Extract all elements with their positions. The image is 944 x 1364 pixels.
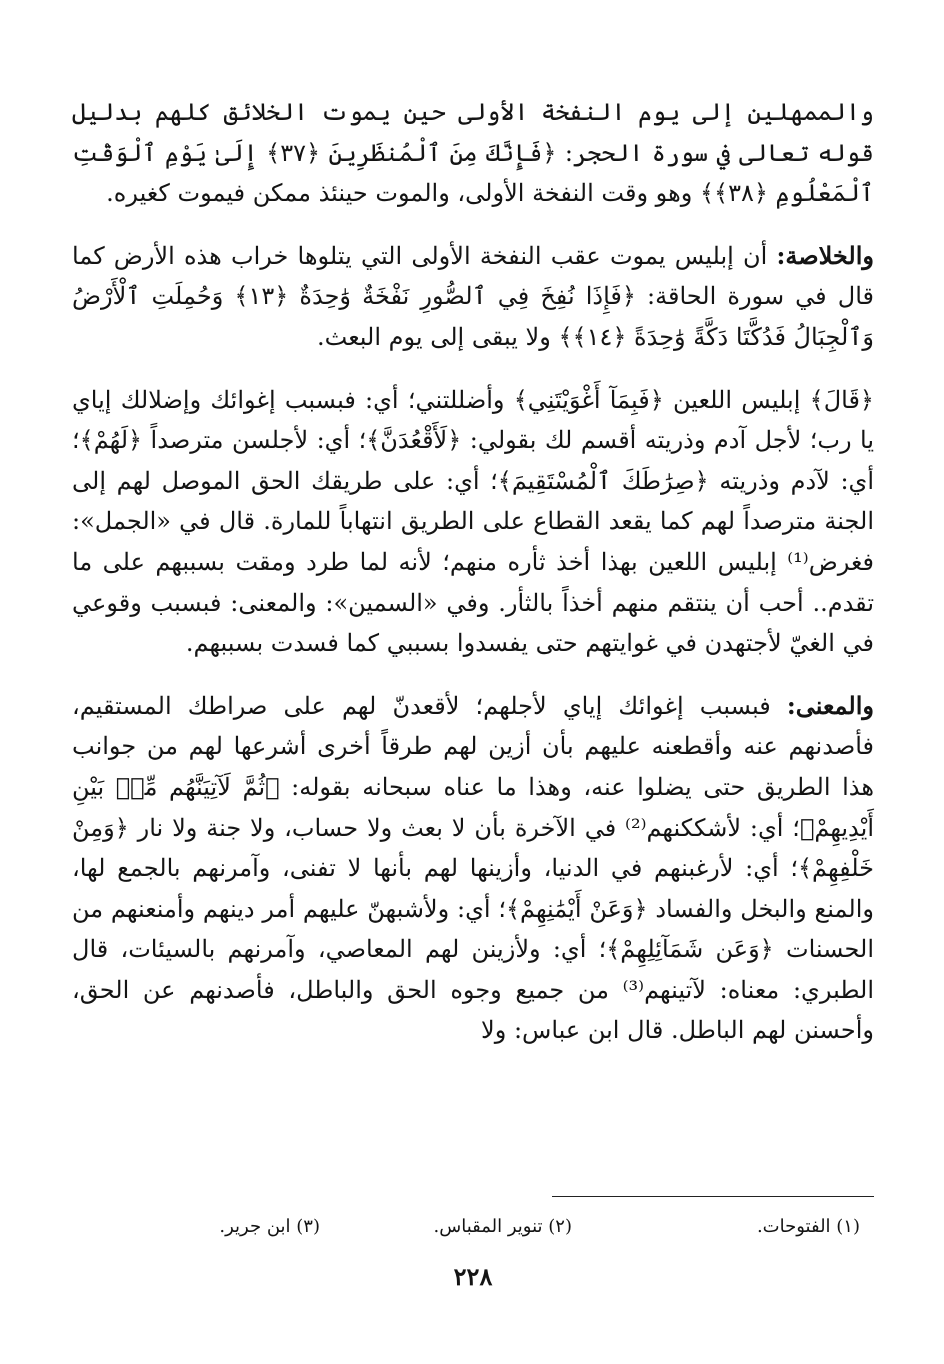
paragraph-2-lead: والخلاصة: — [776, 240, 874, 270]
paragraph-2-text: أن إبليس يموت عقب النفخة الأولى التي يتلوها خراب هذه الأرض كما قال في سورة الحاقة: ﴿فَإِذَا نُفِخَ فِي ٱلصُّورِ نَفْخَةٌ وَٰحِدَةٌ ﴿١٣﴾ وَحُمِلَتِ ٱلْأَرْضُ وَٱلْجِبَالُ فَدُكَّتَا دَكَّةً وَٰحِدَةً ﴿١٤﴾﴾ ولا يبقى إلى يوم البعث. — [72, 241, 874, 351]
page-body — [72, 92, 874, 1362]
paragraph-4-text: فبسبب إغوائك إياي لأجلهم؛ لأقعدنّ لهم على صراطك المستقيم، فأصدنهم عنه وأقطعنه عليهم بأن أزين لهم طرقاً أخرى أشرعها لهم من جوانب هذا الطريق حتى يضلوا عنه، وهذا ما عناه سبحانه بقوله: ﴿ثُمَّ لَآتِيَنَّهُم مِّنۢ بَيْنِ أَيْدِيهِمْ﴾؛ أي: لأشككنهم⁽²⁾ في الآخرة بأن لا بعث ولا حساب، ولا جنة ولا نار ﴿وَمِنْ خَلْفِهِمْ﴾؛ أي: لأرغبنهم في الدنيا، وأزينها لهم بأنها لا تفنى، وآمرنهم بالجمع لها، والمنع والبخل والفساد ﴿وَعَنْ أَيْمَٰنِهِمْ﴾؛ أي: ولأشبهنّ عليهم أمر دينهم وأمنعنهم من الحسنات ﴿وَعَن شَمَآئِلِهِمْ﴾؛ أي: ولأزينن لهم المعاصي، وآمرنهم بالسيئات، قال الطبري: معناه: لآتينهم⁽³⁾ من جميع وجوه الحق والباطل، فأصدنهم عن الحق، وأحسنن لهم الباطل. قال ابن عباس: ولا — [72, 691, 875, 1045]
footnote-divider — [552, 1196, 874, 1197]
footnote-2: (٢) تنوير المقباس. — [433, 1216, 572, 1237]
footnotes — [72, 1216, 874, 1246]
paragraph-1-text: والممهلين إلى يوم النفخة الأولى حين يموت الخلائق كلهم بدليل قوله تعالى في سورة الحجر: ﴿فَإِنَّكَ مِنَ ٱلْمُنظَرِينَ ﴿٣٧﴾ إِلَىٰ يَوْمِ ٱلْوَقْتِ ٱلْمَعْلُومِ ﴿٣٨﴾﴾ وهو وقت النفخة الأولى، والموت حينئذ ممكن فيموت كغيره. — [72, 98, 874, 208]
paragraph-3-text: ﴿قَالَ﴾ إبليس اللعين ﴿فَبِمَآ أَغْوَيْتَنِي﴾ وأضللتني؛ أي: فبسبب إغوائك وإضلالك إياي يا رب؛ لأجل آدم وذريته أقسم لك بقولي: ﴿لَأَقْعُدَنَّ﴾؛ أي: لأجلسن مترصداً ﴿لَهُمْ﴾؛ أي: لآدم وذريته ﴿صِرَٰطَكَ ٱلْمُسْتَقِيمَ﴾؛ أي: على طريقك الحق الموصل لهم إلى الجنة مترصداً لهم كما يقعد القطاع على الطريق انتهاباً للمارة. قال في «الجمل»: فغرض⁽¹⁾ إبليس اللعين بهذا أخذ ثأره منهم؛ لأنه لما طرد ومقت بسببهم على ما تقدم.. أحب أن ينتقم منهم أخذاً بالثأر. وفي «السمين»: والمعنى: فبسبب وقوعي في الغيّ لأجتهدن في غوايتهم حتى يفسدوا بسببي كما فسدت بسببهم. — [72, 385, 874, 658]
footnote-3: (٣) ابن جرير. — [219, 1216, 320, 1237]
footnote-1: (١) الفتوحات. — [756, 1216, 860, 1237]
paragraph-1 — [72, 92, 874, 214]
paragraph-4 — [72, 686, 874, 1051]
paragraph-4-lead: والمعنى: — [786, 690, 874, 720]
page-number: ٢٢٨ — [453, 1262, 493, 1291]
paragraph-3 — [72, 380, 874, 664]
paragraph-2 — [72, 236, 874, 358]
